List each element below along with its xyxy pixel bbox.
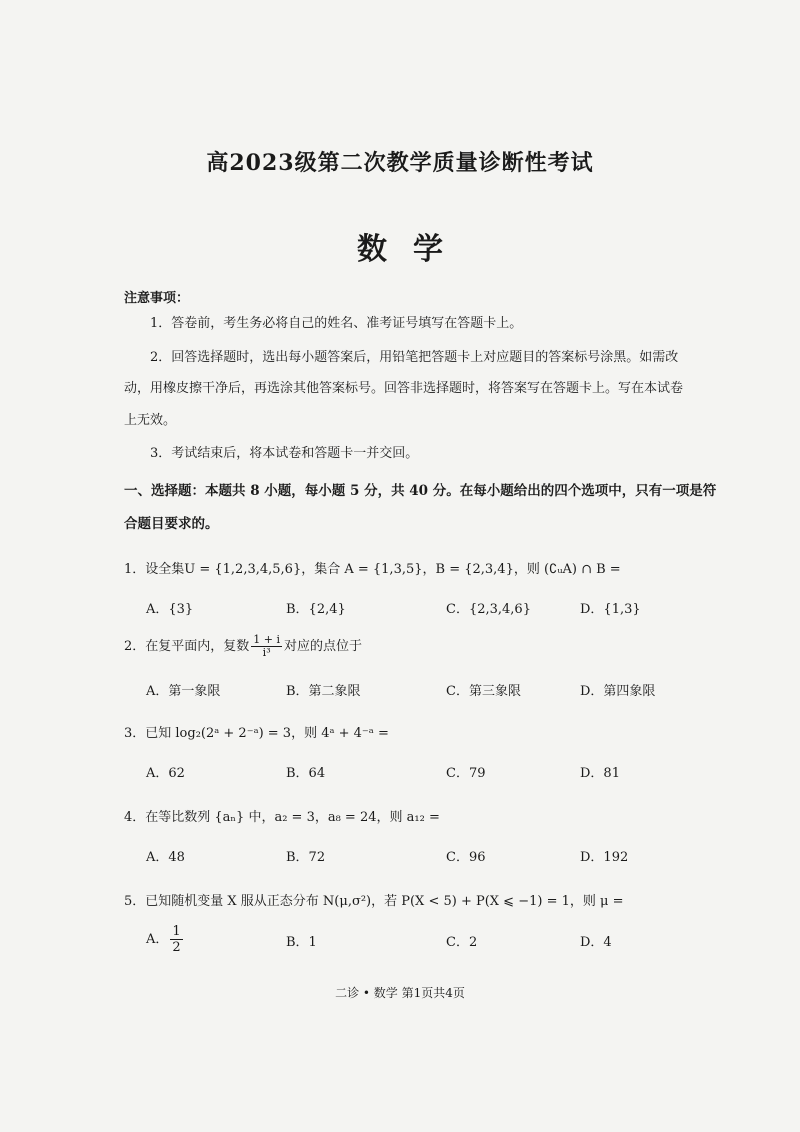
question-2-option-b: B．第二象限 — [286, 684, 361, 699]
question-2-option-d: D．第四象限 — [580, 684, 656, 699]
question-3-option-b: B．64 — [286, 766, 326, 781]
question-1-option-d: D．{1,3} — [580, 602, 641, 617]
notice-item-2-line-2: 动，用橡皮擦干净后，再选涂其他答案标号。回答非选择题时，将答案写在答题卡上。写在本试卷 — [124, 381, 684, 396]
question-3-option-c: C．79 — [446, 766, 486, 781]
exam-subject: 数学 — [357, 232, 469, 267]
notice-heading: 注意事项： — [124, 291, 190, 306]
question-4-stem: 4．在等比数列 {aₙ} 中，a₂ = 3，a₈ = 24，则 a₁₂ = — [124, 810, 440, 825]
question-2-fraction-numerator: 1 + i — [253, 633, 281, 646]
question-5-stem: 5．已知随机变量 X 服从正态分布 N(μ,σ²)，若 P(X < 5) + P(X ⩽ −1) = 1，则 μ = — [124, 894, 624, 909]
question-3-option-a: A．62 — [146, 766, 185, 781]
question-2-stem-before: 2．在复平面内，复数 — [124, 639, 250, 654]
question-1-option-a: A．{3} — [146, 602, 194, 617]
question-5-option-d: D．4 — [580, 935, 612, 950]
question-3-option-d: D．81 — [580, 766, 620, 781]
question-2-fraction-denominator: i³ — [262, 646, 271, 659]
section-heading-line-1: 一、选择题：本题共 8 小题，每小题 5 分，共 40 分。在每小题给出的四个选项中，只有一项是符 — [124, 483, 717, 499]
question-5-option-a-denominator: 2 — [172, 940, 181, 955]
question-2-option-a: A．第一象限 — [146, 684, 221, 699]
question-2-option-c: C．第三象限 — [446, 684, 521, 699]
question-5-option-a-numerator: 1 — [172, 924, 181, 939]
notice-item-1: 1．答卷前，考生务必将自己的姓名、准考证号填写在答题卡上。 — [150, 316, 523, 331]
question-2-stem-after: 对应的点位于 — [284, 639, 363, 654]
question-5-option-a-label: A． — [146, 932, 169, 947]
question-5-option-b: B．1 — [286, 935, 317, 950]
question-5-option-a-fraction — [170, 924, 182, 955]
question-2-fraction — [251, 634, 282, 659]
question-4-option-b: B．72 — [286, 850, 326, 865]
question-4-option-a: A．48 — [146, 850, 185, 865]
question-1-stem: 1．设全集U = {1,2,3,4,5,6}，集合 A = {1,3,5}，B = {2,3,4}，则 (∁ᵤA) ∩ B = — [124, 562, 621, 577]
notice-item-2-line-3: 上无效。 — [124, 413, 177, 428]
question-1-option-c: C．{2,3,4,6} — [446, 602, 531, 617]
notice-item-3: 3．考试结束后，将本试卷和答题卡一并交回。 — [150, 446, 419, 461]
page-footer: 二诊 • 数学 第1页共4页 — [335, 986, 465, 1000]
notice-item-2-line-1: 2．回答选择题时，选出每小题答案后，用铅笔把答题卡上对应题目的答案标号涂黑。如需改 — [150, 350, 679, 365]
question-4-option-d: D．192 — [580, 850, 629, 865]
question-2-stem — [124, 634, 362, 659]
section-heading-line-2: 合题目要求的。 — [124, 516, 219, 532]
exam-title: 高2023级第二次教学质量诊断性考试 — [206, 150, 594, 176]
question-5-option-a — [146, 924, 185, 955]
question-1-option-b: B．{2,4} — [286, 602, 346, 617]
question-4-option-c: C．96 — [446, 850, 486, 865]
question-5-option-c: C．2 — [446, 935, 478, 950]
question-3-stem: 3．已知 log₂(2ᵃ + 2⁻ᵃ) = 3，则 4ᵃ + 4⁻ᵃ = — [124, 726, 389, 741]
